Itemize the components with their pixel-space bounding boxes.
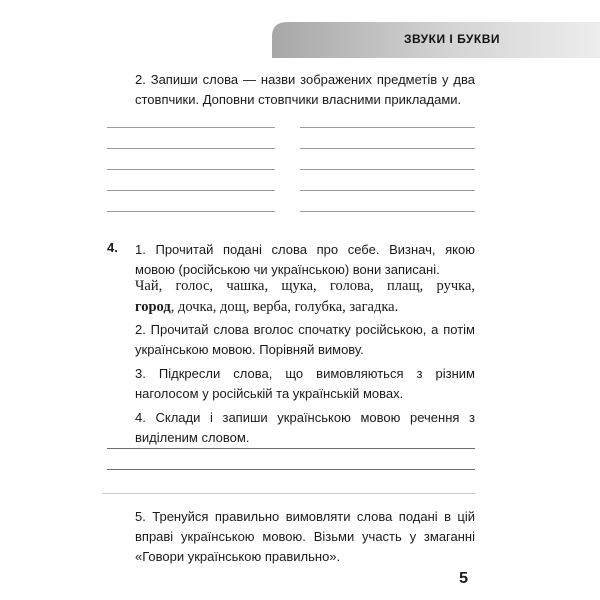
words-line-1: Чай, голос, чашка, щука, голова, плащ, ручка, — [135, 278, 475, 294]
writing-line — [107, 190, 275, 191]
section-title: ЗВУКИ І БУКВИ — [403, 32, 500, 46]
writing-line — [300, 127, 475, 128]
words-line-2 — [135, 297, 475, 318]
writing-line — [107, 211, 275, 212]
section-header-tab — [272, 22, 600, 58]
words-line-2-rest: , дочка, дощ, верба, голубка, загадка. — [170, 299, 399, 315]
writing-line — [300, 190, 475, 191]
writing-line — [107, 127, 275, 128]
task-4-question-1: 1. Прочитай подані слова про себе. Визнач, якою мовою (російською чи українською) вони записані. — [135, 242, 475, 277]
writing-line — [107, 448, 475, 449]
task-4-question-2: 2. Прочитай слова вголос спочатку російською, а потім українською мовою. Порівняй вимову. — [135, 322, 475, 357]
writing-line — [107, 148, 275, 149]
page-number: 5 — [459, 570, 468, 587]
task-2-prev-text: 2. Запиши слова — назви зображених предметів у два стовпчики. Доповни стовпчики власними прикладами. — [135, 72, 475, 107]
writing-line — [300, 211, 475, 212]
task-4-question-4: 4. Склади і запиши українською мовою речення з виділеним словом. — [135, 410, 475, 445]
writing-line — [107, 169, 275, 170]
task-4-number: 4. — [107, 240, 118, 255]
task-4-question-3: 3. Підкресли слова, що вимовляються з різним наголосом у російській та українській мовах. — [135, 366, 475, 401]
section-divider — [102, 493, 476, 494]
task-4-words — [135, 276, 475, 318]
highlighted-word: город — [135, 299, 171, 315]
writing-line — [300, 169, 475, 170]
writing-line — [107, 469, 475, 470]
task-5-text: 5. Тренуйся правильно вимовляти слова подані в цій вправі українською мовою. Візьми участь у змаганні «Говори українською правильно». — [135, 509, 475, 564]
writing-line — [300, 148, 475, 149]
